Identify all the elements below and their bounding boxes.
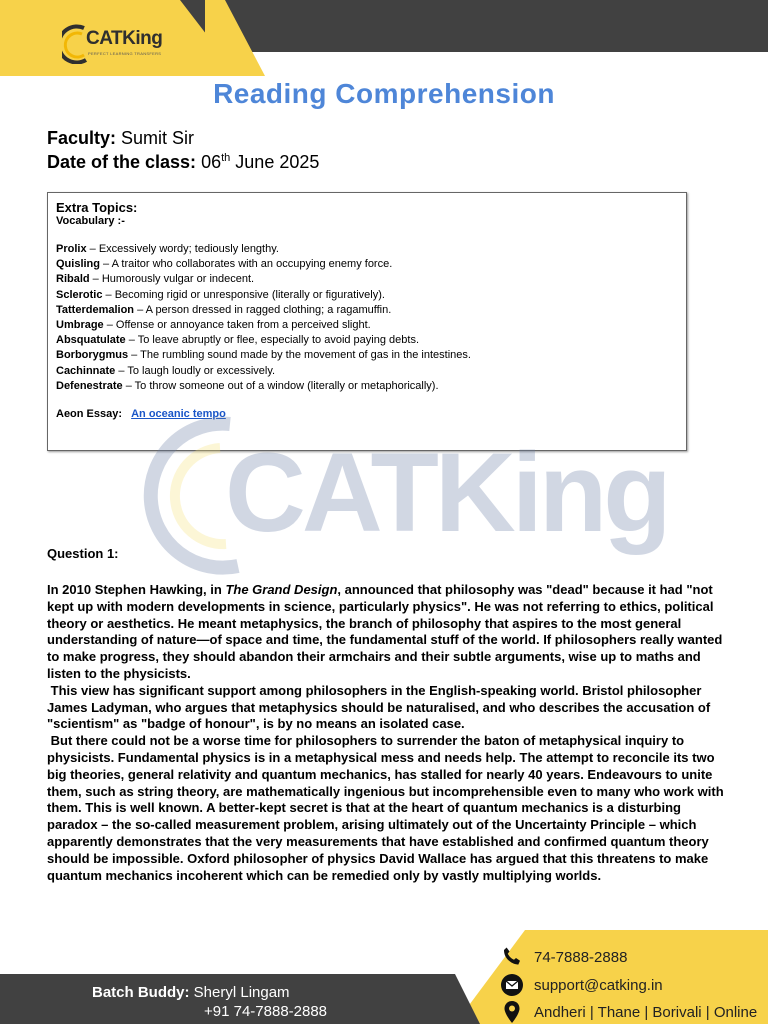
- vocab-word: Cachinnate: [56, 364, 116, 377]
- contact-phone[interactable]: [500, 945, 627, 969]
- contact-email[interactable]: [500, 973, 663, 997]
- passage-paragraph-2: [47, 683, 727, 733]
- vocab-item: Sclerotic – Becoming rigid or unresponsive (literally or figuratively).: [56, 288, 385, 301]
- page-title: Reading Comprehension: [213, 78, 555, 109]
- phone-icon: [500, 945, 524, 969]
- vocab-item: Quisling – A traitor who collaborates with an occupying enemy force.: [56, 258, 393, 271]
- faculty-label: Faculty:: [47, 128, 117, 148]
- logo-brand: CATKing: [86, 28, 163, 49]
- email-address: support@catking.in: [534, 976, 663, 994]
- vocab-word: Sclerotic: [56, 288, 103, 301]
- passage-paragraph-3: [47, 733, 727, 884]
- vocab-meaning: The rumbling sound made by the movement of gas in the intestines.: [140, 349, 471, 362]
- vocab-meaning: To laugh loudly or excessively.: [127, 364, 276, 377]
- vocab-meaning: Excessively wordy; tediously lengthy.: [98, 243, 279, 255]
- contact-locations: [500, 1000, 757, 1024]
- book-title: The Grand Design: [225, 582, 338, 597]
- faculty-line: [47, 128, 194, 149]
- vocab-meaning: Offense or annoyance taken from a perceived slight.: [115, 319, 371, 332]
- vocab-word: Ribald: [56, 273, 90, 286]
- vocab-word: Tatterdemalion: [56, 303, 135, 316]
- date-line: [47, 152, 319, 173]
- date-rest: June 2025: [235, 152, 320, 172]
- extra-topics-title: Extra Topics:: [56, 200, 138, 215]
- faculty-value: Sumit Sir: [121, 128, 195, 148]
- vocab-meaning: A person dressed in ragged clothing; a ragamuffin.: [145, 303, 392, 316]
- vocab-word: Absquatulate: [56, 334, 126, 347]
- question-label: Question 1:: [47, 546, 119, 561]
- date-label: Date of the class:: [47, 152, 197, 172]
- logo-tagline: PERFECT LEARNING TRANSFERS: [88, 51, 162, 56]
- vocab-word: Umbrage: [56, 319, 104, 332]
- catking-logo: [62, 22, 172, 66]
- vocab-meaning: Humorously vulgar or indecent.: [101, 273, 255, 286]
- location-pin-icon: [500, 1000, 524, 1024]
- vocab-item: Tatterdemalion – A person dressed in ragged clothing; a ragamuffin.: [56, 303, 392, 316]
- batch-buddy-phone: +91 74-7888-2888: [204, 1003, 328, 1020]
- vocab-word: Defenestrate: [56, 379, 123, 392]
- header-dark-band: [180, 0, 768, 52]
- vocab-item: Ribald – Humorously vulgar or indecent.: [56, 273, 255, 286]
- email-icon: [500, 973, 524, 997]
- vocab-meaning: A traitor who collaborates with an occupying enemy force.: [111, 258, 393, 271]
- passage-paragraph-1: [47, 582, 727, 683]
- watermark-text: CATKing: [225, 430, 668, 555]
- vocabulary-heading: Vocabulary :-: [56, 215, 125, 227]
- batch-buddy: [92, 983, 327, 1021]
- phone-number: 74-7888-2888: [534, 948, 628, 966]
- p1-start: In 2010 Stephen Hawking, in: [47, 582, 226, 597]
- aeon-essay-link[interactable]: An oceanic tempo: [131, 408, 226, 421]
- vocabulary-list: [56, 242, 678, 394]
- vocab-item: Prolix – Excessively wordy; tediously lengthy.: [56, 243, 279, 255]
- vocab-item: Defenestrate – To throw someone out of a window (literally or metaphorically).: [56, 379, 439, 392]
- vocab-meaning: To leave abruptly or flee, especially to avoid paying debts.: [137, 334, 419, 347]
- vocab-item: Absquatulate – To leave abruptly or flee, especially to avoid paying debts.: [56, 334, 419, 347]
- locations-list: Andheri | Thane | Borivali | Online: [534, 1003, 758, 1021]
- aeon-label: Aeon Essay:: [56, 408, 123, 421]
- batch-buddy-name: Sheryl Lingam: [193, 984, 290, 1001]
- vocab-word: Quisling: [56, 258, 100, 271]
- vocab-item: Borborygmus – The rumbling sound made by the movement of gas in the intestines.: [56, 349, 471, 362]
- vocab-item: Cachinnate – To laugh loudly or excessively.: [56, 364, 276, 377]
- date-day: 06: [201, 152, 222, 172]
- batch-buddy-label: Batch Buddy:: [92, 984, 190, 1001]
- vocab-word: Borborygmus: [56, 349, 129, 362]
- aeon-essay-line: [56, 408, 678, 420]
- vocab-meaning: Becoming rigid or unresponsive (literally or figuratively).: [114, 288, 385, 301]
- p2-text: This view has significant support among philosophers in the English-speaking world. Bristol philosopher James Ladyman, who argues that metaphysics should be naturalised, and who describes the accusation of "scientism" as "badge of honour", is by no means an isolated case.: [47, 682, 711, 732]
- vocab-item: Umbrage – Offense or annoyance taken from a perceived slight.: [56, 319, 371, 332]
- passage: [47, 582, 727, 884]
- p3-text: But there could not be a worse time for philosophers to surrender the baton of metaphysical inquiry to physicists. Fundamental physics is in a metaphysical mess and needs help. The attempt to reconcile its two big theories, general relativity and quantum mechanics, has stalled for nearly 40 years. Endeavours to unite them, such as string theory, are mathematically ingenious but incomprehensible even to many who work with them. This is well known. A better-kept secret is that at the heart of quantum mechanics is a disturbing paradox – the so-called measurement problem, arising ultimately out of the Uncertainty Principle – which apparently demonstrates that the very measurements that have established and confirmed quantum theory should be impossible. Oxford philosopher of physics David Wallace has argued that this threatens to make quantum mechanics incoherent which can be remedied only by vastly multiplying worlds.: [47, 733, 724, 883]
- date-suffix: th: [221, 152, 231, 164]
- vocab-meaning: To throw someone out of a window (literally or metaphorically).: [134, 379, 439, 392]
- vocab-word: Prolix: [56, 243, 87, 255]
- extra-topics-box: [47, 192, 687, 451]
- p1-rest: , announced that philosophy was "dead" because it had "not kept up with modern developments in science, particularly physics". He was not referring to ethics, political theory or aesthetics. He meant metaphysics, the branch of philosophy that aspires to the most general understanding of nature—of space and time, the fundamental stuff of the world. If philosophers really wanted to make progress, they should abandon their armchairs and their subtle arguments, wise up to maths and listen to the physicists.: [47, 582, 723, 681]
